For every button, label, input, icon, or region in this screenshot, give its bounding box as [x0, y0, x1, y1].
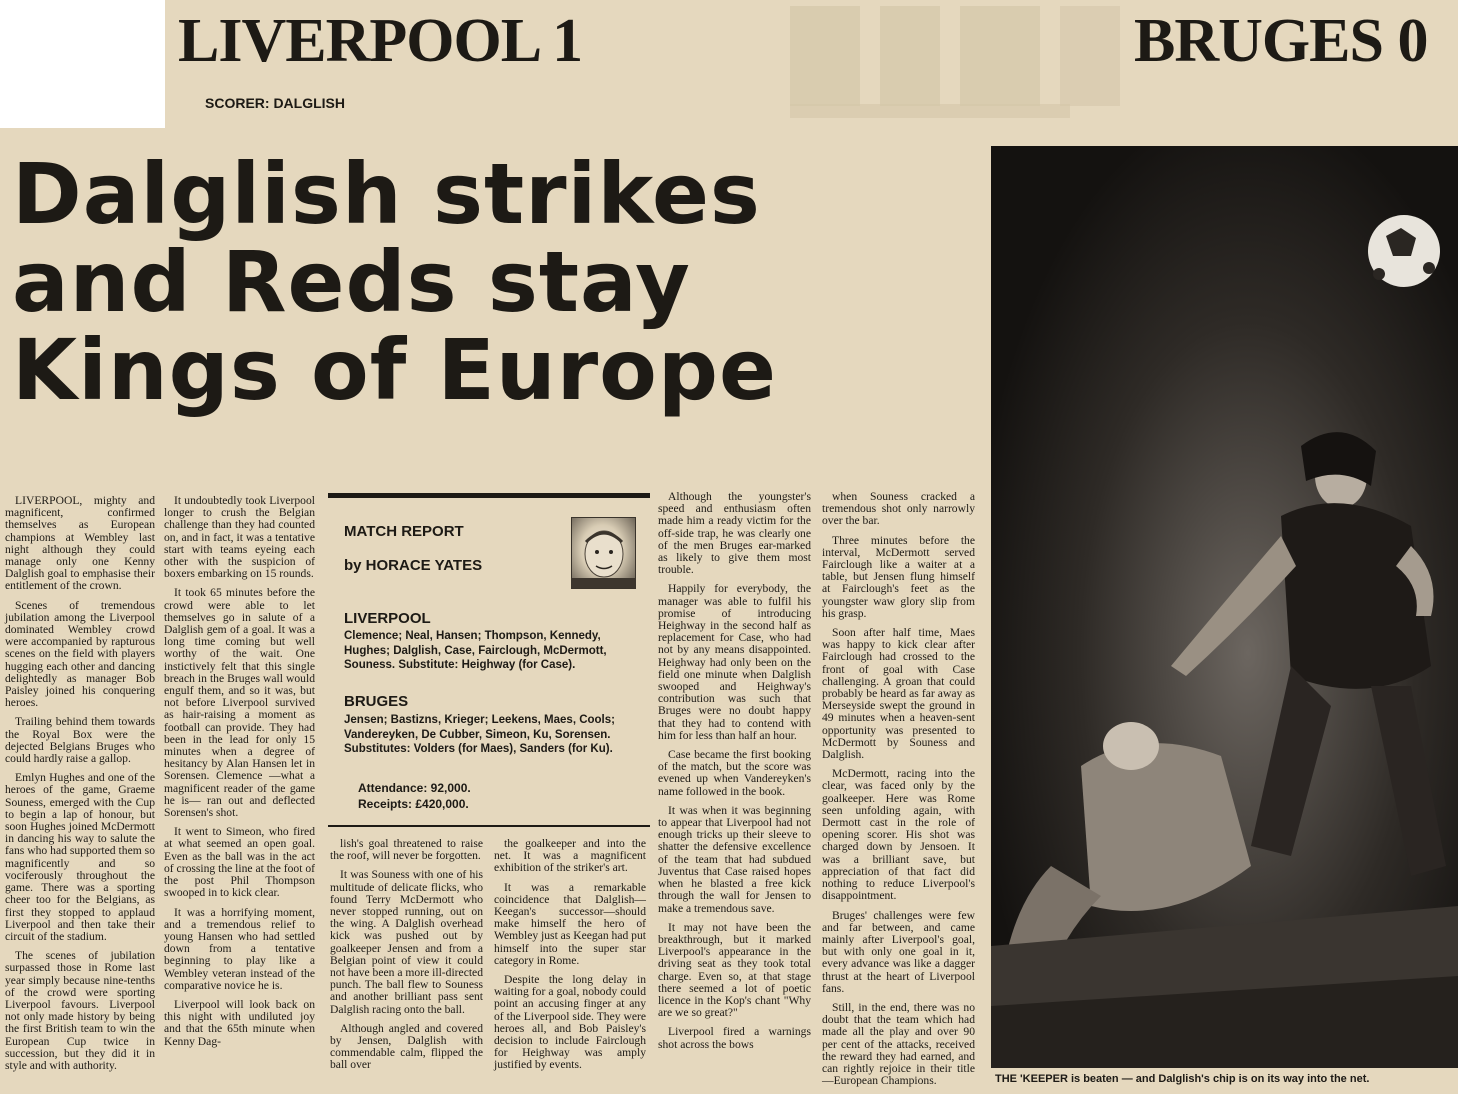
box-top-rule — [328, 493, 650, 498]
paragraph: It was Souness with one of his multitude of delicate flicks, who found Terry McDermott who never stopped running, out on the wing. A Dalglish overhead kick was pushed out by goalkeeper Jensen and from a Belgian point of view it could not have been a more ill-directed punch. The ball flew to Souness and another brilliant pass sent Dalglish racing onto the ball. — [330, 868, 483, 1016]
clipping-notch — [0, 0, 165, 128]
bruges-lineup: Jensen; Bastizns, Krieger; Leekens, Maes, Cools; Vandereyken, De Cubber, Simeon, Ku, Sorensen. Substitutes: Volders (for Maes), Sanders (for Ku). — [344, 714, 615, 756]
paragraph: LIVERPOOL, mighty and magnificent, confirmed themselves as European champions at Wembley last night although they could manage only one Kenny Dalglish goal to emphasise their entitlement of the crown. — [5, 494, 155, 593]
scorer-line: SCORER: DALGLISH — [205, 95, 345, 111]
headline — [12, 145, 992, 420]
paragraph: Trailing behind them towards the Royal Box were the dejected Belgians Bruges who could hardly raise a gallop. — [5, 715, 155, 766]
paragraph: Although the youngster's speed and enthusiasm often made him a ready victim for the off-side trap, he was clearly one of the men Bruges ear-marked as likely to give them most trouble. — [658, 490, 811, 577]
headline-line-2: and Reds stay — [12, 233, 691, 332]
paragraph: Three minutes before the interval, McDermott served Fairclough like a waiter at a table, but Jensen flung himself at Fairclough's feet as the youngster waw glory slip from his grasp. — [822, 533, 975, 620]
article-column-4 — [494, 838, 646, 1079]
paragraph: Soon after half time, Maes was happy to kick clear after Fairclough had crossed to the front of goal with Case challenging. A groan that could probably be heard as far away as Merseyside swept the ground in 49 minutes when a heaven-sent opportunity was presented to McDermott by Souness and Dalglish. — [822, 626, 975, 762]
paragraph: McDermott, racing into the clear, was faced only by the goalkeeper. Here was Rome seen unfolding again, with Dermott cast in the role of opening scorer. His shot was charged down by Jensoen. It was a brilliant save, but appreciation of that fact did nothing to reduce Liverpool's disappointment. — [822, 767, 975, 903]
paragraph: Emlyn Hughes and one of the heroes of the game, Graeme Souness, emerged with the Cup to begin a lap of honour, but soon Hughes joined McDermott in dancing his way to salute the fans who had supported them so magnificently and so vociferously throughout the game. There was a sporting cheer too for the Belgians, as first they stopped to applaud Liverpool and then take their circuit of the stadium. — [5, 771, 155, 943]
away-score: BRUGES 0 — [1134, 7, 1428, 75]
paragraph: Bruges' challenges were few and far between, and came mainly after Liverpool's goal, but with only one goal in it, every advance was like a dagger thrust at the heart of Liverpool fans. — [822, 908, 975, 995]
author-portrait — [571, 517, 636, 589]
paragraph: It took 65 minutes before the crowd were able to let themselves go in salute of a Dalglish gem of a goal. It was a long time coming but well worthy of the wait. One instictively felt that this single breach in the Bruges wall would engulf them, and so it was, but not before Liverpool survived as hair-raising a moment as football can provide. They had been in the lead for only 15 minutes when a degree of hesitancy by Alan Hansen let in Sorensen. Clemence —what a magnificent reader of the game he is— ran out and deflected Sorensen's shot. — [164, 586, 315, 820]
photo-caption: THE 'KEEPER is beaten — and Dalglish's chip is on its way into the net. — [995, 1073, 1370, 1085]
paragraph: when Souness cracked a tremendous shot only narrowly over the bar. — [822, 490, 975, 528]
article-column-1 — [5, 495, 155, 1079]
paragraph: It undoubtedly took Liverpool longer to crush the Belgian challenge than they had counted on, and in fact, it was a tentative start with teams eyeing each other with the suspicion of boxers embarking on 15 rounds. — [164, 494, 315, 581]
paragraph: The scenes of jubilation surpassed those in Rome last year simply because nine-tenths of the crowd were sporting Liverpool favours. Liverpool not only made history by being the first British team to win the European Cup twice in succession, but they did it in style and with authority. — [5, 949, 155, 1072]
match-report-label: MATCH REPORT — [344, 523, 464, 540]
paragraph: Although angled and covered by Jensen, Dalglish with commendable calm, flipped the ball over — [330, 1021, 483, 1072]
article-column-6 — [822, 491, 975, 1094]
paragraph: Scenes of tremendous jubilation among the Liverpool dominated Wembley crowd were accompanied by rapturous scenes on the field with players hugging each other and dancing delightedly as manager Bob Paisley joined his conquering heroes. — [5, 598, 155, 710]
paragraph: Case became the first booking of the match, but the score was evened up when Vandereyken's name followed in the book. — [658, 748, 811, 798]
attendance: Attendance: 92,000. — [358, 781, 471, 795]
match-report-box — [328, 493, 650, 828]
paragraph: Despite the long delay in waiting for a goal, nobody could point an accusing finger at any of the Liverpool side. They were heroes all, and Bob Paisley's decision to include Fairclough for Heighway was amply justified by events. — [494, 973, 646, 1072]
paragraph: lish's goal threatened to raise the roof, will never be forgotten. — [330, 837, 483, 863]
article-column-2 — [164, 495, 315, 1055]
paragraph: Liverpool will look back on this night with undiluted joy and that the 65th minute when Kenny Dag- — [164, 997, 315, 1048]
paragraph: Still, in the end, there was no doubt that the team which had made all the play and over 90 per cent of the attacks, received the reward they had earned, and can rightly rejoice in their title —European Champions. — [822, 1000, 975, 1088]
liverpool-team-name: LIVERPOOL — [344, 610, 431, 627]
paragraph: It went to Simeon, who fired at what seemed an open goal. Even as the ball was in the act of crossing the line at the foot of the post Phil Thompson swooped in to kick clear. — [164, 825, 316, 900]
author-portrait-sketch — [572, 518, 635, 588]
paragraph: Liverpool fired a warnings shot across the bows — [658, 1025, 811, 1051]
article-column-5 — [658, 491, 811, 1058]
match-photo — [991, 146, 1458, 1068]
headline-line-3: Kings of Europe — [12, 321, 777, 420]
bruges-team-name: BRUGES — [344, 693, 409, 710]
article-column-3 — [330, 838, 483, 1079]
paragraph: the goalkeeper and into the net. It was a magnificent exhibition of the striker's art. — [494, 837, 646, 875]
paragraph: It was a remarkable coincidence that Dalglish—Keegan's successor—should make himself the hero of Wembley just as Keegan had put himself into the super star category in Rome. — [494, 880, 646, 967]
headline-line-1: Dalglish strikes — [12, 145, 761, 243]
match-photo-scene — [991, 146, 1458, 1068]
paragraph: Happily for everybody, the manager was able to fulfil his promise of introducing Heighway in the second half as replacement for Case, who had not by any means disappointed. Heighway had only been on the field one minute when Dalglish swooped and Heighway's contribution was such that Bruges were no doubt happy that they had to contend with him for less than half an hour. — [658, 582, 811, 742]
home-score: LIVERPOOL 1 — [178, 7, 583, 75]
paragraph: It was when it was beginning to appear that Liverpool had not enough tricks up their sleeve to shatter the defensive excellence of the team that had subdued Juventus that Case raised hopes when he blasted a free kick through the wall for Jensen to make a tremendous save. — [658, 803, 811, 915]
receipts: Receipts: £420,000. — [358, 797, 469, 811]
box-bottom-rule — [328, 825, 650, 827]
byline: by HORACE YATES — [344, 557, 483, 574]
paragraph: It may not have been the breakthrough, but it marked Liverpool's appearance in the driving seat as they took total charge. Even so, at that stage there seemed a lot of poetic licence in the Kop's chant "Why are we so great?" — [658, 920, 811, 1020]
liverpool-lineup: Clemence; Neal, Hansen; Thompson, Kennedy, Hughes; Dalglish, Case, Fairclough, McDermott, Souness. Substitute: Heighway (for Case). — [344, 630, 607, 672]
paragraph: It was a horrifying moment, and a tremendous relief to young Hansen who had settled down from a tentative beginning to play like a Wembley veteran instead of the comparative novice he is. — [164, 905, 315, 992]
